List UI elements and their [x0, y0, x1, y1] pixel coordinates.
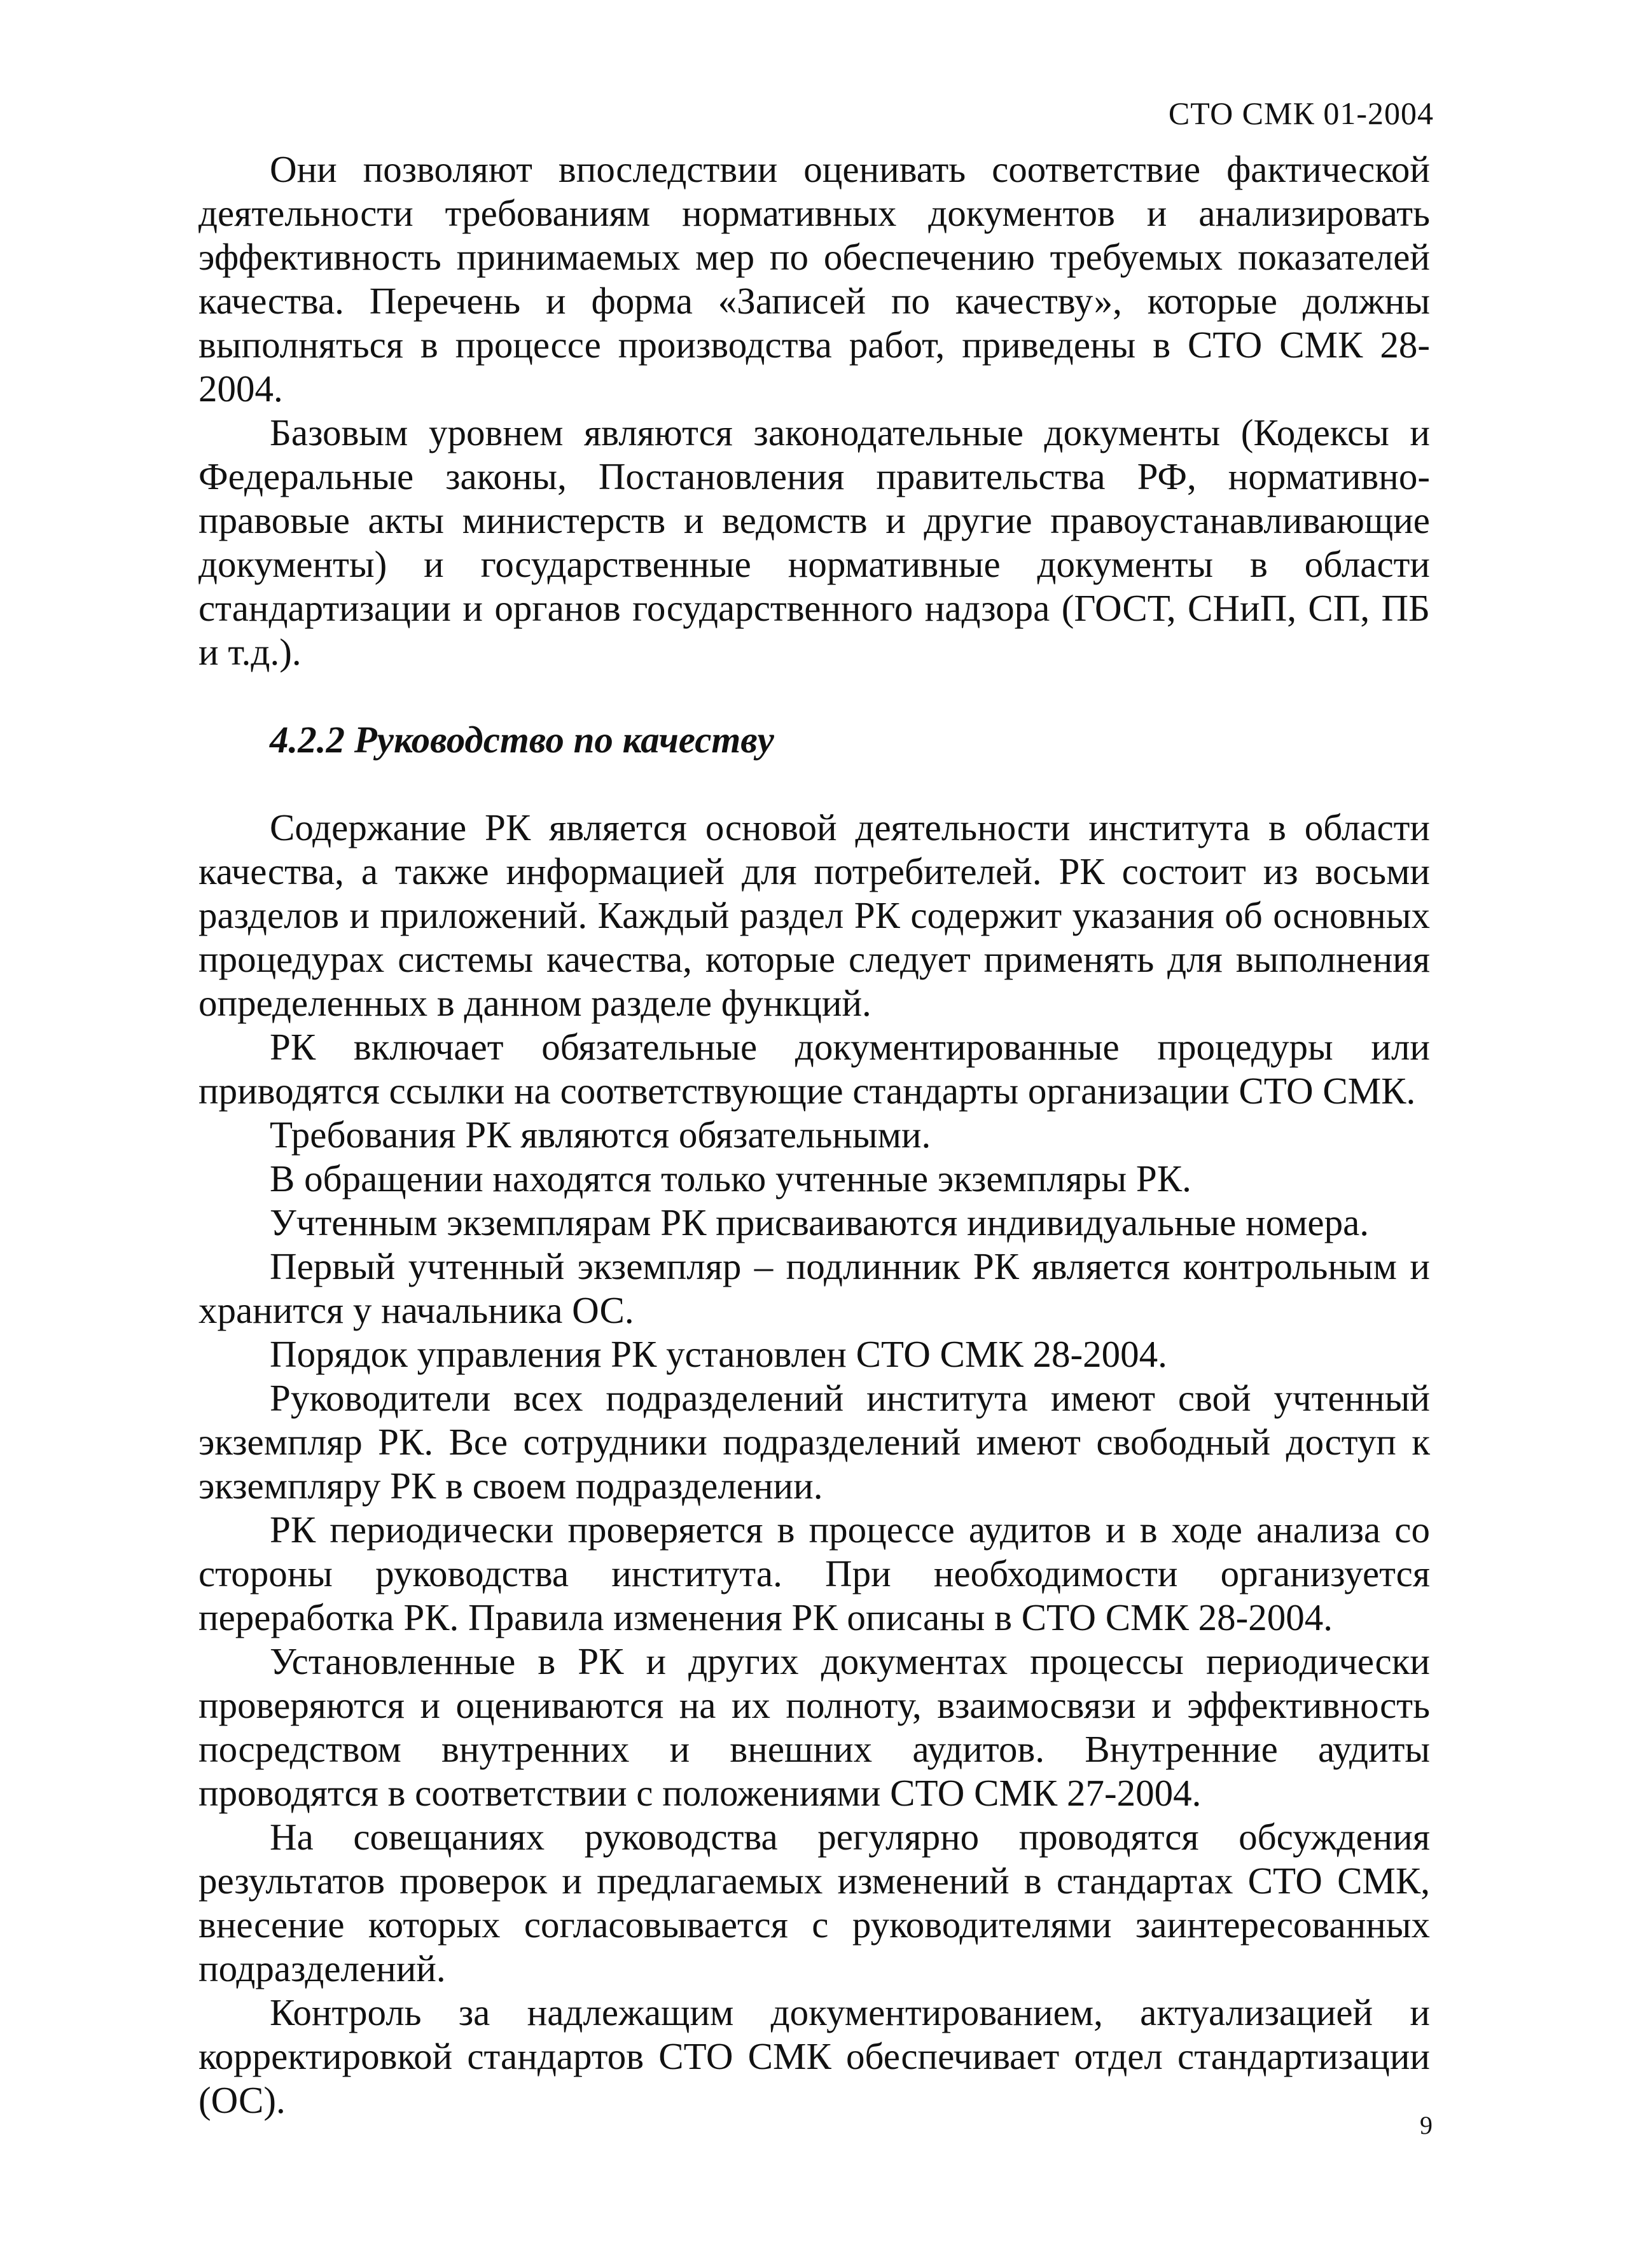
paragraph: Установленные в РК и других документах процессы периодически проверяются и оцениваются на их полноту, взаимосвязи и эффективность посредством внутренних и внешних аудитов. Внутренние аудиты проводятся в соответствии с положениями СТО СМК 27-2004. — [198, 1640, 1430, 1814]
paragraph: Учтенным экземплярам РК присваиваются индивидуальные номера. — [270, 1201, 1370, 1243]
paragraph: Они позволяют впоследствии оценивать соответствие фактической деятельности требованиям нормативных документов и анализировать эффективность принимаемых мер по обеспечению требуемых показателей качества. Перечень и форма «Записей по качеству», которые должны выполняться в процессе производства работ, приведены в СТО СМК 28-2004. — [198, 148, 1430, 410]
paragraph: Руководители всех подразделений института имеют свой учтенный экземпляр РК. Все сотрудники подразделений имеют свободный доступ к экземпляру РК в своем подразделении. — [198, 1377, 1430, 1507]
paragraph: На совещаниях руководства регулярно проводятся обсуждения результатов проверок и предлагаемых изменений в стандартах СТО СМК, внесение которых согласовывается с руководителями заинтересованных подразделений. — [198, 1816, 1430, 1989]
section-heading: 4.2.2 Руководство по качеству — [270, 719, 774, 761]
paragraph: В обращении находятся только учтенные экземпляры РК. — [270, 1158, 1191, 1200]
running-header: СТО СМК 01-2004 — [1168, 95, 1434, 131]
paragraph: РК периодически проверяется в процессе аудитов и в ходе анализа со стороны руководства института. При необходимости организуется переработка РК. Правила изменения РК описаны в СТО СМК 28-2004. — [198, 1509, 1430, 1638]
page-number: 9 — [1420, 2111, 1433, 2140]
page-body — [198, 148, 1430, 2122]
paragraph: Контроль за надлежащим документированием, актуализацией и корректировкой стандартов СТО СМК обеспечивает отдел стандартизации (ОС). — [198, 1991, 1430, 2121]
paragraph: Первый учтенный экземпляр – подлинник РК является контрольным и хранится у начальника ОС. — [198, 1245, 1430, 1331]
paragraph: Базовым уровнем являются законодательные документы (Кодексы и Федеральные законы, Постановления правительства РФ, нормативно-правовые акты министерств и ведомств и другие правоустанавливающие документы) и государственные нормативные документы в области стандартизации и органов государственного надзора (ГОСТ, СНиП, СП, ПБ и т.д.). — [198, 411, 1430, 673]
paragraph: Порядок управления РК установлен СТО СМК 28-2004. — [270, 1333, 1167, 1375]
paragraph: Требования РК являются обязательными. — [270, 1114, 931, 1156]
paragraph: Содержание РК является основой деятельности института в области качества, а также информацией для потребителей. РК состоит из восьми разделов и приложений. Каждый раздел РК содержит указания об основных процедурах системы качества, которые следует применять для выполнения определенных в данном разделе функций. — [198, 806, 1430, 1024]
spacer — [198, 762, 1430, 806]
paragraph: РК включает обязательные документированные процедуры или приводятся ссылки на соответствующие стандарты организации СТО СМК. — [198, 1026, 1430, 1112]
spacer — [198, 674, 1430, 718]
